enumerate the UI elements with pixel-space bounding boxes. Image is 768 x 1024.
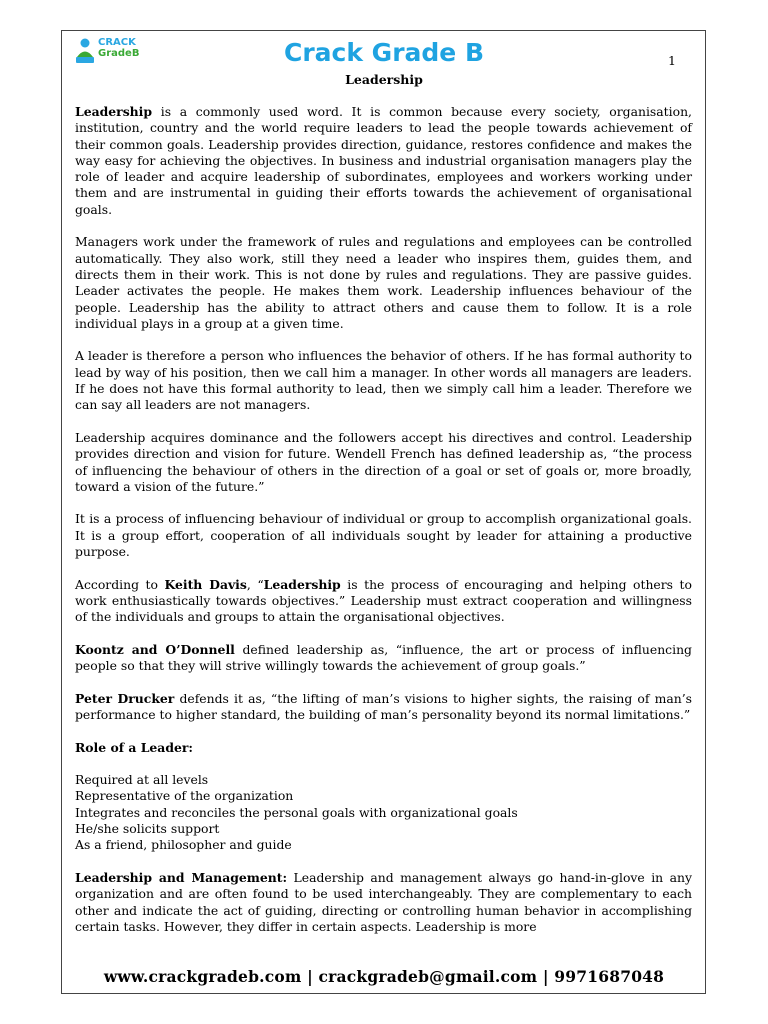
list-item: Representative of the organization: [75, 788, 294, 804]
paragraph-3: A leader is therefore a person who influences the behavior of others. If he has formal authority to lead by way of his position, then we call him a manager. In other words all managers are leaders. If he does not have this formal authority to lead, then we simply call him a leader. Therefore we can say all leaders are not managers.: [75, 348, 692, 413]
name-koontz-odonnell: Koontz and O’Donnell: [75, 641, 235, 657]
paragraph-text: , “: [246, 576, 264, 592]
list-item: As a friend, philosopher and guide: [75, 837, 292, 853]
paragraph-text: is the process of encouraging and helping others to work enthusiastically towards objectives.” Leadership must extract cooperation and willingness of the individuals and groups to attain the organisational objectives.: [75, 576, 693, 625]
paragraph-text: defined leadership as, “influence, the art or process of influencing people so that they will strive willingly towards the achievement of group goals.”: [75, 641, 692, 674]
paragraph-5: It is a process of influencing behaviour of individual or group to accomplish organizational goals. It is a group effort, cooperation of all individuals sought by leader for attaining a productive purpose.: [75, 511, 692, 560]
paragraph-text: According to: [75, 576, 165, 592]
page-subtitle: Leadership: [345, 72, 423, 87]
paragraph-1: [75, 104, 692, 218]
document-body: [75, 104, 692, 951]
term-leadership: Leadership: [75, 104, 153, 119]
role-list: [75, 772, 692, 853]
name-keith-davis: Keith Davis: [164, 576, 247, 592]
list-item: Integrates and reconciles the personal goals with organizational goals: [75, 804, 518, 820]
logo-text-crack: CRACK: [98, 37, 136, 48]
paragraph-7: [75, 642, 692, 675]
term-leadership-management: Leadership and Management:: [75, 869, 288, 885]
paragraph-6: [75, 577, 692, 626]
paragraph-8: [75, 691, 692, 724]
name-peter-drucker: Peter Drucker: [75, 690, 175, 706]
paragraph-2: Managers work under the framework of rules and regulations and employees can be controlled automatically. They also work, still they need a leader who inspires them, guides them, and directs them in their work. This is not done by rules and regulations. They are passive guides. Leader activates the people. He makes them work. Leadership influences behaviour of the people. Leadership has the ability to attract others and cause them to follow. It is a role individual plays in a group at a given time.: [75, 234, 692, 331]
paragraph-4: Leadership acquires dominance and the followers accept his directives and control. Leadership provides direction and vision for future. Wendell French has defined leadership as, “the process of influencing the behaviour of others in the direction of a goal or set of goals or, more broadly, toward a vision of the future.”: [75, 429, 692, 494]
paragraph-text: defends it as, “the lifting of man’s visions to higher sights, the raising of man’s performance to higher standard, the building of man’s personality beyond its normal limitations.”: [75, 690, 693, 722]
paragraph-9: [75, 870, 692, 935]
paragraph-text: Leadership and management always go hand-in-glove in any organization and are often found to be used interchangeably. They are complementary to each other and indicate the act of guiding, directing or controlling human behavior in accomplishing certain tasks. However, they differ in certain aspects. Leadership is more: [75, 869, 692, 934]
list-item: Required at all levels: [75, 772, 209, 788]
term-leadership: Leadership: [263, 576, 341, 592]
role-heading: Role of a Leader:: [75, 739, 193, 755]
content-clip: [61, 104, 706, 956]
paragraph-text: is a commonly used word. It is common because every society, organisation, institution, country and the world require leaders to lead the people towards achievement of their common goals. Leadership provides direction, guidance, restores confidence and makes the way easy for achieving the objectives. In business and industrial organisation managers play the role of leader and acquire leadership of subordinates, employees and workers working under them and are instrumental in guiding their efforts towards the achievement of organisational goals.: [75, 104, 692, 217]
logo-text-gradeb: GradeB: [98, 48, 140, 59]
page-number: 1: [668, 53, 676, 68]
list-item: He/she solicits support: [75, 821, 220, 837]
footer-contact: www.crackgradeb.com | crackgradeb@gmail.com | 9971687048: [103, 967, 665, 986]
page-title: Crack Grade B: [283, 38, 485, 67]
